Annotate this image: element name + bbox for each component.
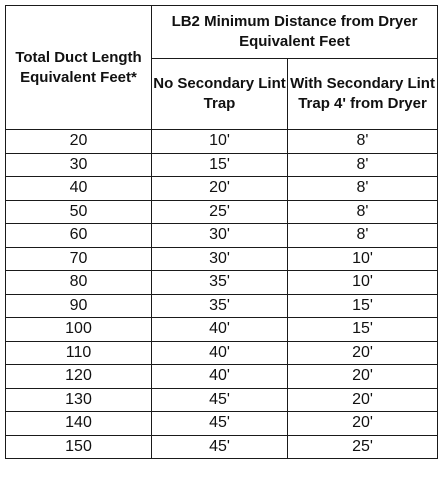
cell-with-secondary-distance: 20' xyxy=(288,388,438,412)
cell-no-secondary-distance: 40' xyxy=(152,365,288,389)
cell-with-secondary-distance: 10' xyxy=(288,247,438,271)
cell-with-secondary-distance: 10' xyxy=(288,271,438,295)
table-row xyxy=(6,294,438,318)
cell-no-secondary-distance: 40' xyxy=(152,318,288,342)
cell-duct-length: 80 xyxy=(6,271,152,295)
cell-duct-length: 30 xyxy=(6,153,152,177)
cell-duct-length: 60 xyxy=(6,224,152,248)
cell-duct-length: 100 xyxy=(6,318,152,342)
cell-with-secondary-distance: 15' xyxy=(288,294,438,318)
table-row xyxy=(6,365,438,389)
cell-duct-length: 70 xyxy=(6,247,152,271)
table-row xyxy=(6,388,438,412)
table-row xyxy=(6,412,438,436)
table-row xyxy=(6,153,438,177)
cell-no-secondary-distance: 15' xyxy=(152,153,288,177)
cell-no-secondary-distance: 30' xyxy=(152,247,288,271)
cell-duct-length: 110 xyxy=(6,341,152,365)
duct-length-table xyxy=(5,5,438,459)
header-total-duct-length: Total Duct Length Equivalent Feet* xyxy=(6,6,152,130)
cell-duct-length: 90 xyxy=(6,294,152,318)
cell-with-secondary-distance: 20' xyxy=(288,341,438,365)
cell-no-secondary-distance: 40' xyxy=(152,341,288,365)
cell-no-secondary-distance: 35' xyxy=(152,271,288,295)
cell-duct-length: 130 xyxy=(6,388,152,412)
cell-duct-length: 140 xyxy=(6,412,152,436)
cell-no-secondary-distance: 10' xyxy=(152,130,288,154)
table-row xyxy=(6,318,438,342)
cell-with-secondary-distance: 8' xyxy=(288,200,438,224)
cell-no-secondary-distance: 45' xyxy=(152,388,288,412)
cell-with-secondary-distance: 20' xyxy=(288,365,438,389)
cell-with-secondary-distance: 8' xyxy=(288,153,438,177)
cell-no-secondary-distance: 20' xyxy=(152,177,288,201)
cell-no-secondary-distance: 45' xyxy=(152,435,288,459)
header-with-secondary-lint-trap: With Secondary Lint Trap 4' from Dryer xyxy=(288,59,438,130)
table-row xyxy=(6,435,438,459)
cell-with-secondary-distance: 8' xyxy=(288,224,438,248)
cell-with-secondary-distance: 20' xyxy=(288,412,438,436)
table-row xyxy=(6,271,438,295)
cell-duct-length: 120 xyxy=(6,365,152,389)
cell-duct-length: 20 xyxy=(6,130,152,154)
table-row xyxy=(6,177,438,201)
table-row xyxy=(6,224,438,248)
cell-duct-length: 50 xyxy=(6,200,152,224)
cell-with-secondary-distance: 25' xyxy=(288,435,438,459)
cell-duct-length: 150 xyxy=(6,435,152,459)
cell-with-secondary-distance: 8' xyxy=(288,177,438,201)
cell-no-secondary-distance: 35' xyxy=(152,294,288,318)
cell-with-secondary-distance: 8' xyxy=(288,130,438,154)
cell-with-secondary-distance: 15' xyxy=(288,318,438,342)
table-row xyxy=(6,341,438,365)
table-row xyxy=(6,247,438,271)
cell-duct-length: 40 xyxy=(6,177,152,201)
table-row xyxy=(6,130,438,154)
duct-length-table-sheet xyxy=(5,5,437,493)
cell-no-secondary-distance: 30' xyxy=(152,224,288,248)
header-no-secondary-lint-trap: No Secondary Lint Trap xyxy=(152,59,288,130)
table-row xyxy=(6,200,438,224)
cell-no-secondary-distance: 25' xyxy=(152,200,288,224)
cell-no-secondary-distance: 45' xyxy=(152,412,288,436)
table-body xyxy=(6,130,438,459)
header-lb2-minimum-distance: LB2 Minimum Distance from Dryer Equivalent Feet xyxy=(152,6,438,59)
